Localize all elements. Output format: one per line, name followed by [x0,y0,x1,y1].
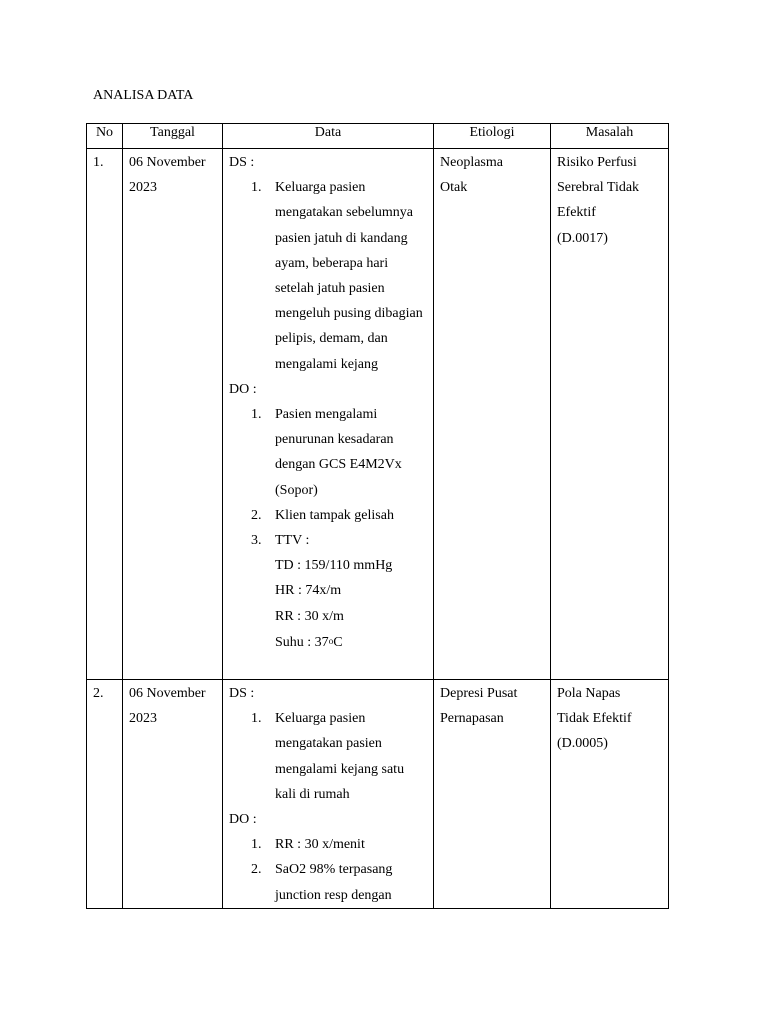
list-item [251,857,427,907]
table-row [87,680,669,909]
header-no: No [87,124,123,149]
header-data: Data [223,124,434,149]
do-list [229,832,427,908]
ds-list [229,706,427,807]
item-number: 2. [251,507,262,523]
item-number: 3. [251,533,262,549]
cell-etiologi: Depresi Pusat Pernapasan [434,680,551,909]
table-header-row [87,124,669,149]
suhu-unit: C [333,634,343,650]
do-label: DO : [229,812,257,828]
ttv-td: TD : 159/110 mmHg [275,558,393,574]
item-text: RR : 30 x/menit [275,837,365,853]
document-title: ANALISA DATA [93,88,194,103]
item-text: Pasien mengalami penurunan kesadaran dengan GCS E4M2Vx (Sopor) [275,407,402,498]
do-label: DO : [229,381,257,397]
item-number: 2. [251,862,262,878]
list-item [251,706,427,807]
header-tanggal: Tanggal [123,124,223,149]
ds-label: DS : [229,155,255,170]
table-row [87,149,669,680]
ttv-suhu [275,629,427,655]
cell-data [223,149,434,680]
suhu-value: Suhu : 37 [275,634,329,650]
item-number: 1. [251,180,262,196]
do-list [229,402,427,655]
ds-list [229,175,427,377]
item-text: Klien tampak gelisah [275,507,394,523]
cell-etiologi: Neoplasma Otak [434,149,551,680]
item-text: SaO2 98% terpasang junction resp dengan [275,862,393,903]
item-number: 1. [251,711,262,727]
header-etiologi: Etiologi [434,124,551,149]
header-masalah: Masalah [551,124,669,149]
cell-no: 1. [87,149,123,680]
cell-data [223,680,434,909]
cell-masalah: Risiko Perfusi Serebral Tidak Efektif (D.0017) [551,149,669,680]
item-number: 1. [251,837,262,853]
ds-label: DS : [229,686,255,701]
list-item [251,402,427,503]
item-text: Keluarga pasien mengatakan sebelumnya pasien jatuh di kandang ayam, beberapa hari setelah jatuh pasien mengeluh pusing dibagian pelipis, demam, dan mengalami kejang [275,180,423,372]
cell-tanggal: 06 November 2023 [123,680,223,909]
cell-masalah: Pola Napas Tidak Efektif (D.0005) [551,680,669,909]
degree-symbol: o [328,635,334,646]
list-item [251,528,427,655]
list-item [251,175,427,377]
cell-no: 2. [87,680,123,909]
item-text: Keluarga pasien mengatakan pasien mengalami kejang satu kali di rumah [275,711,405,802]
ttv-hr: HR : 74x/m [275,583,342,599]
item-number: 1. [251,407,262,423]
ttv-rr: RR : 30 x/m [275,608,344,624]
cell-tanggal: 06 November 2023 [123,149,223,680]
list-item [251,832,427,857]
list-item [251,503,427,528]
item-text: TTV : [275,533,310,549]
analysis-table [86,123,669,909]
